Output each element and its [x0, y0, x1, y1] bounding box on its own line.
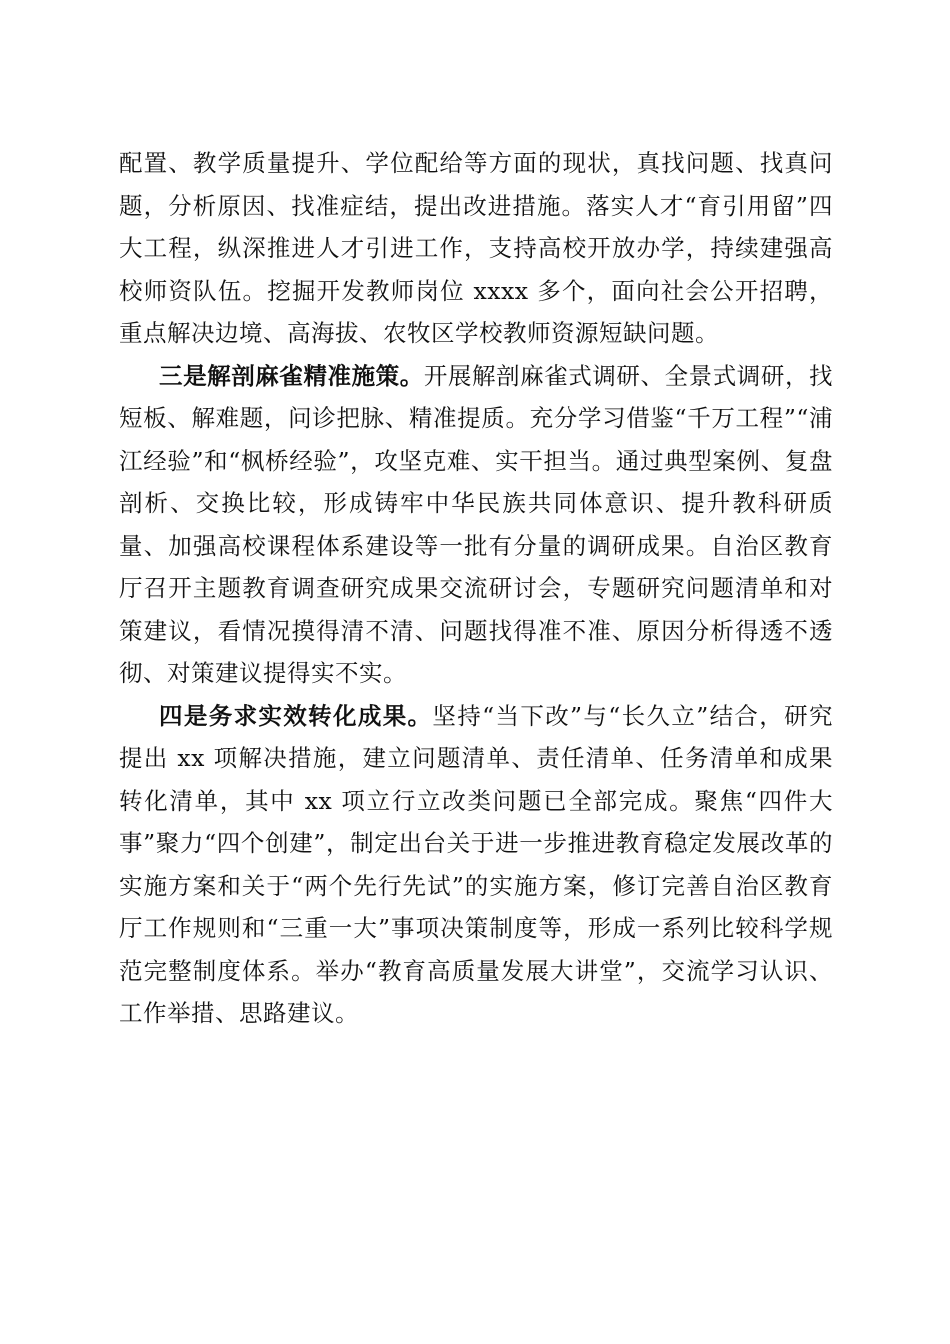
paragraph-text: 坚持“当下改”与“长久立”结合，研究提出 xx 项解决措施，建立问题清单、责任清单、任务清单和成果转化清单，其中 xx 项立行立改类问题已全部完成。聚焦“四件大事”聚力“四个创建”，制定出台关于进一步推进教育稳定发展改革的实施方案和关于“两个先行先试”的实施方案，修订完善自治区教育厅工作规则和“三重一大”事项决策制度等，形成一系列比较科学规范完整制度体系。举办“教育高质量发展大讲堂”，交流学习认识、工作举措、思路建议。	[119, 701, 833, 1027]
paragraph-four	[119, 695, 833, 1035]
paragraph-three	[119, 355, 833, 695]
paragraph-continuation	[119, 142, 833, 355]
paragraph-text: 配置、教学质量提升、学位配给等方面的现状，真找问题、找真问题，分析原因、找准症结，提出改进措施。落实人才“育引用留”四大工程，纵深推进人才引进工作，支持高校开放办学，持续建强高校师资队伍。挖掘开发教师岗位 xxxx 多个，面向社会公开招聘，重点解决边境、高海拔、农牧区学校教师资源短缺问题。	[119, 149, 833, 347]
paragraph-text: 开展解剖麻雀式调研、全景式调研，找短板、解难题，问诊把脉、精准提质。充分学习借鉴“千万工程”“浦江经验”和“枫桥经验”，攻坚克难、实干担当。通过典型案例、复盘剖析、交换比较，形成铸牢中华民族共同体意识、提升教科研质量、加强高校课程体系建设等一批有分量的调研成果。自治区教育厅召开主题教育调查研究成果交流研讨会，专题研究问题清单和对策建议，看情况摸得清不清、问题找得准不准、原因分析得透不透彻、对策建议提得实不实。	[119, 361, 834, 687]
paragraph-heading: 四是务求实效转化成果。	[159, 701, 433, 730]
document-body	[119, 142, 833, 1035]
paragraph-heading: 三是解剖麻雀精准施策。	[159, 361, 424, 390]
